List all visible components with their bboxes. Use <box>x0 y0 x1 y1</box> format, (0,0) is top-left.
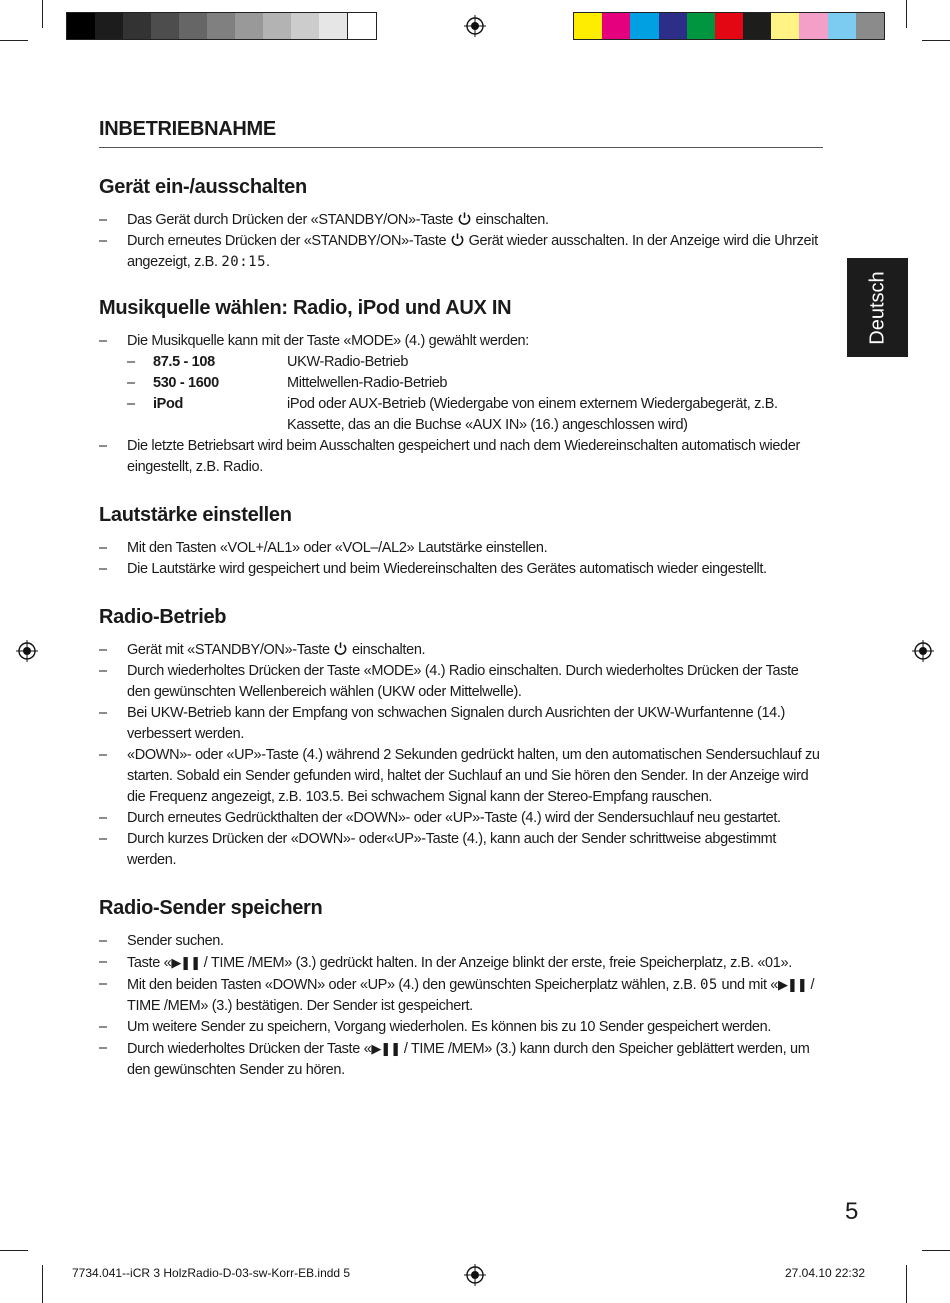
list-item: – Durch wiederholtes Drücken der Taste «MODE» (4.) Radio einschalten. Durch wiederholtes Drücken der Taste den gewünschten Wellenbereich wählen (UKW oder Mittelwelle). <box>99 661 823 703</box>
color-swatch <box>630 13 658 39</box>
crop-mark <box>0 1250 28 1251</box>
color-swatch <box>67 13 95 39</box>
color-swatch <box>319 13 347 39</box>
color-swatch <box>151 13 179 39</box>
footer-file-info: 7734.041--iCR 3 HolzRadio-D-03-sw-Korr-EB.indd 5 <box>72 1266 351 1280</box>
color-swatch <box>207 13 235 39</box>
list-item: – Mit den beiden Tasten «DOWN» oder «UP» (4.) den gewünschten Speicherplatz wählen, z.B. 05 und mit «▶❚❚ / TIME /MEM» (3.) bestätigen. Der Sender ist gespeichert. <box>99 974 823 1017</box>
bullet-list <box>99 210 823 273</box>
list-item: – Das Gerät durch Drücken der «STANDBY/ON»-Taste einschalten. <box>99 210 823 231</box>
section-heading: Radio-Sender speichern <box>99 897 323 919</box>
color-swatch <box>291 13 319 39</box>
bullet-list <box>99 331 823 478</box>
power-icon <box>333 641 348 656</box>
color-swatch <box>574 13 602 39</box>
crop-mark <box>0 40 28 41</box>
color-swatch <box>828 13 856 39</box>
play-pause-icon: ▶❚❚ <box>778 977 807 992</box>
crop-mark <box>906 0 907 28</box>
crop-mark <box>42 0 43 28</box>
registration-mark-icon <box>464 15 486 37</box>
list-item: – Durch erneutes Drücken der «STANDBY/ON»-Taste Gerät wieder ausschalten. In der Anzeige wird die Uhrzeit angezeigt, z.B. 20:15. <box>99 231 823 273</box>
power-icon <box>450 232 465 247</box>
footer-timestamp: 27.04.10 22:32 <box>785 1266 866 1280</box>
crop-mark <box>906 1265 907 1303</box>
list-item: – Die Lautstärke wird gespeichert und beim Wiedereinschalten des Gerätes automatisch wieder eingestellt. <box>99 559 823 580</box>
color-swatch <box>687 13 715 39</box>
list-item: – Durch wiederholtes Drücken der Taste «▶❚❚ / TIME /MEM» (3.) kann durch den Speicher geblättert werden, um den gewünschten Sender zu hören. <box>99 1038 823 1081</box>
list-item: – Mit den Tasten «VOL+/AL1» oder «VOL–/AL2» Lautstärke einstellen. <box>99 538 823 559</box>
list-item: – «DOWN»- oder «UP»-Taste (4.) während 2 Sekunden gedrückt halten, um den automatischen Sendersuchlauf zu starten. Sobald ein Sender gefunden wird, haltet der Suchlauf an und Sie hören den Sender. In der Anzeige wird die Frequenz angezeigt, z.B. 103.5. Bei schwachem Signal kann der Stereo-Empfang rauschen. <box>99 745 823 808</box>
source-item: – 87.5 - 108 UKW-Radio-Betrieb <box>127 352 823 373</box>
list-item: – Taste «▶❚❚ / TIME /MEM» (3.) gedrückt halten. In der Anzeige blinkt der erste, freie Speicherplatz, z.B. «01». <box>99 952 823 974</box>
source-item: – 530 - 1600 Mittelwellen-Radio-Betrieb <box>127 373 823 394</box>
color-swatch <box>856 13 884 39</box>
section-heading: Musikquelle wählen: Radio, iPod und AUX IN <box>99 297 512 319</box>
color-swatch <box>263 13 291 39</box>
language-tab <box>847 258 908 357</box>
color-swatch <box>659 13 687 39</box>
registration-mark-icon <box>912 640 934 662</box>
registration-mark-icon <box>16 640 38 662</box>
color-swatch <box>771 13 799 39</box>
list-item: – Durch erneutes Gedrückthalten der «DOWN»- oder «UP»-Taste (4.) wird der Sendersuchlauf neu gestartet. <box>99 808 823 829</box>
lcd-display-value: 20:15 <box>221 254 267 270</box>
registration-mark-icon <box>464 1264 486 1286</box>
color-swatch <box>602 13 630 39</box>
crop-mark <box>42 1265 43 1303</box>
bullet-list <box>99 931 823 1081</box>
list-item: – Um weitere Sender zu speichern, Vorgang wiederholen. Es können bis zu 10 Sender gespeichert werden. <box>99 1017 823 1038</box>
list-item: – Durch kurzes Drücken der «DOWN»- oder«UP»-Taste (4.), kann auch der Sender schrittweise abgestimmt werden. <box>99 829 823 871</box>
color-swatch <box>235 13 263 39</box>
page-title: INBETRIEBNAHME <box>99 118 823 148</box>
list-item: – Die letzte Betriebsart wird beim Ausschalten gespeichert und nach dem Wiedereinschalten automatisch wieder eingestellt, z.B. Radio. <box>99 436 823 478</box>
color-swatch <box>347 13 376 39</box>
source-list <box>127 352 823 436</box>
source-item: – iPod iPod oder AUX-Betrieb (Wiedergabe von einem externem Wiedergabegerät, z.B. Kassette, das an die Buchse «AUX IN» (16.) angeschlossen wird) <box>127 394 823 436</box>
process-color-bar <box>573 12 885 40</box>
section-heading: Radio-Betrieb <box>99 606 227 628</box>
play-pause-icon: ▶❚❚ <box>371 1041 401 1056</box>
list-item: – Gerät mit «STANDBY/ON»-Taste einschalten. <box>99 640 823 661</box>
list-item: – Sender suchen. <box>99 931 823 952</box>
language-tab-label: Deutsch <box>866 270 888 345</box>
color-swatch <box>743 13 771 39</box>
color-swatch <box>95 13 123 39</box>
lcd-display-value: 05 <box>699 977 718 993</box>
color-swatch <box>123 13 151 39</box>
color-swatch <box>179 13 207 39</box>
color-swatch <box>715 13 743 39</box>
bullet-list <box>99 538 823 580</box>
crop-mark <box>922 1250 950 1251</box>
grayscale-color-bar <box>66 12 377 40</box>
page-content <box>99 118 823 1081</box>
list-item: – Die Musikquelle kann mit der Taste «MODE» (4.) gewählt werden: – 87.5 - 108 UKW-Radio-Betrieb – 530 - 1600 Mittelwellen-Radio-Betrieb – iPod iPod oder AUX-Betrieb (Wiedergabe von einem externem Wiedergabegerät, z.B. Kassette, das an die Buchse «AUX IN» (16.) angeschlossen wird) <box>99 331 823 436</box>
color-swatch <box>799 13 827 39</box>
list-item: – Bei UKW-Betrieb kann der Empfang von schwachen Signalen durch Ausrichten der UKW-Wurfantenne (14.) verbessert werden. <box>99 703 823 745</box>
page-number: 5 <box>845 1198 859 1225</box>
play-pause-icon: ▶❚❚ <box>171 955 201 970</box>
section-heading: Gerät ein-/ausschalten <box>99 176 307 198</box>
bullet-list <box>99 640 823 871</box>
crop-mark <box>922 40 950 41</box>
section-heading: Lautstärke einstellen <box>99 504 292 526</box>
power-icon <box>457 211 472 226</box>
